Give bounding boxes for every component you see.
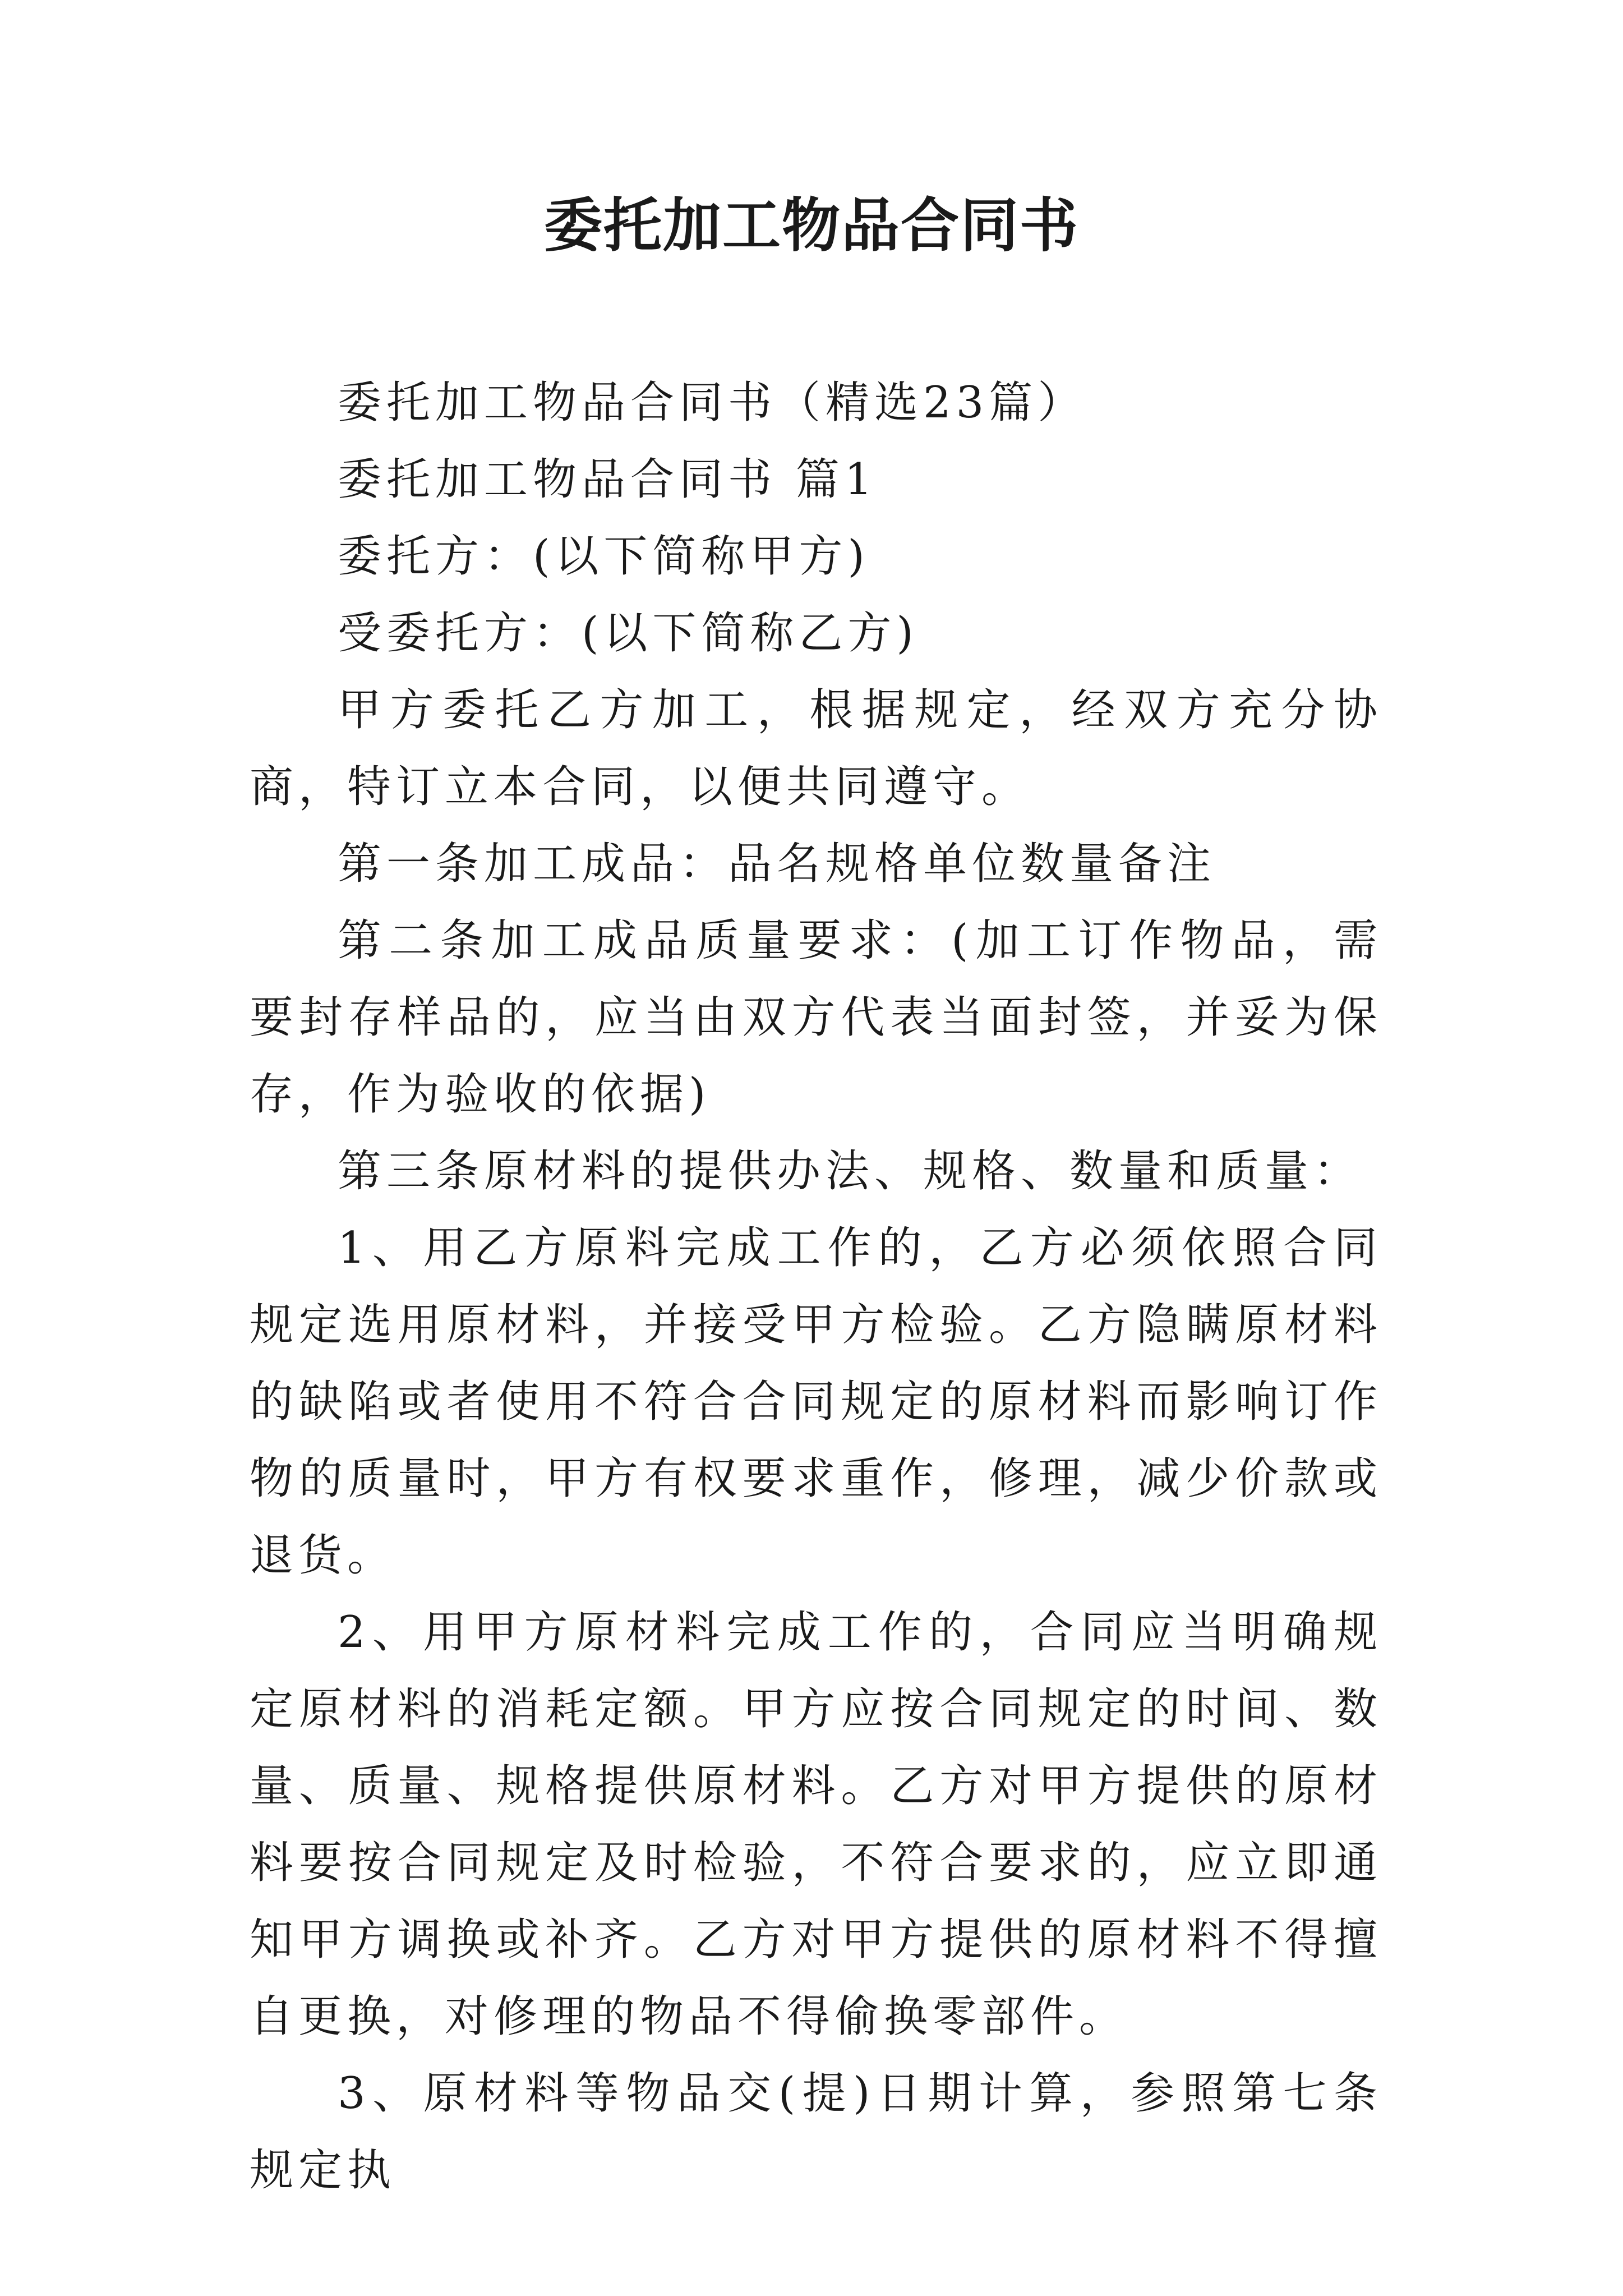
paragraph-article-1: 第一条加工成品：品名规格单位数量备注 (338, 839, 1216, 889)
paragraph-party-b: 受委托方：(以下简称乙方) (338, 608, 919, 659)
document-body (250, 365, 1382, 2209)
paragraph-item-1: 1、用乙方原料完成工作的，乙方必须依照合同规定选用原材料，并接受甲方检验。乙方隐瞒原材料的缺陷或者使用不符合合同规定的原材料而影响订作物的质量时，甲方有权要求重作，修理，减少价款或退货。 (250, 1223, 1382, 1581)
paragraph-article-2: 第二条加工成品质量要求：(加工订作物品，需要封存样品的，应当由双方代表当面封签，并妥为保存，作为验收的依据) (250, 915, 1382, 1120)
document-title: 委托加工物品合同书 (543, 191, 1079, 260)
paragraph-article-3: 第三条原材料的提供办法、规格、数量和质量： (338, 1146, 1363, 1197)
paragraph-item-2: 2、用甲方原材料完成工作的，合同应当明确规定原材料的消耗定额。甲方应按合同规定的时间、数量、质量、规格提供原材料。乙方对甲方提供的原材料要按合同规定及时检验，不符合要求的，应立即通知甲方调换或补齐。乙方对甲方提供的原材料不得擅自更换，对修理的物品不得偷换零部件。 (250, 1607, 1382, 2042)
paragraph-party-a: 委托方：(以下简称甲方) (338, 531, 870, 582)
paragraph-collection-heading: 委托加工物品合同书（精选23篇） (338, 378, 1087, 428)
paragraph-item-3: 3、原材料等物品交(提)日期计算，参照第七条规定执 (250, 2068, 1382, 2196)
paragraph-preamble: 甲方委托乙方加工，根据规定，经双方充分协商，特订立本合同，以便共同遵守。 (250, 685, 1382, 812)
paragraph-section-heading: 委托加工物品合同书 篇1 (338, 454, 878, 505)
